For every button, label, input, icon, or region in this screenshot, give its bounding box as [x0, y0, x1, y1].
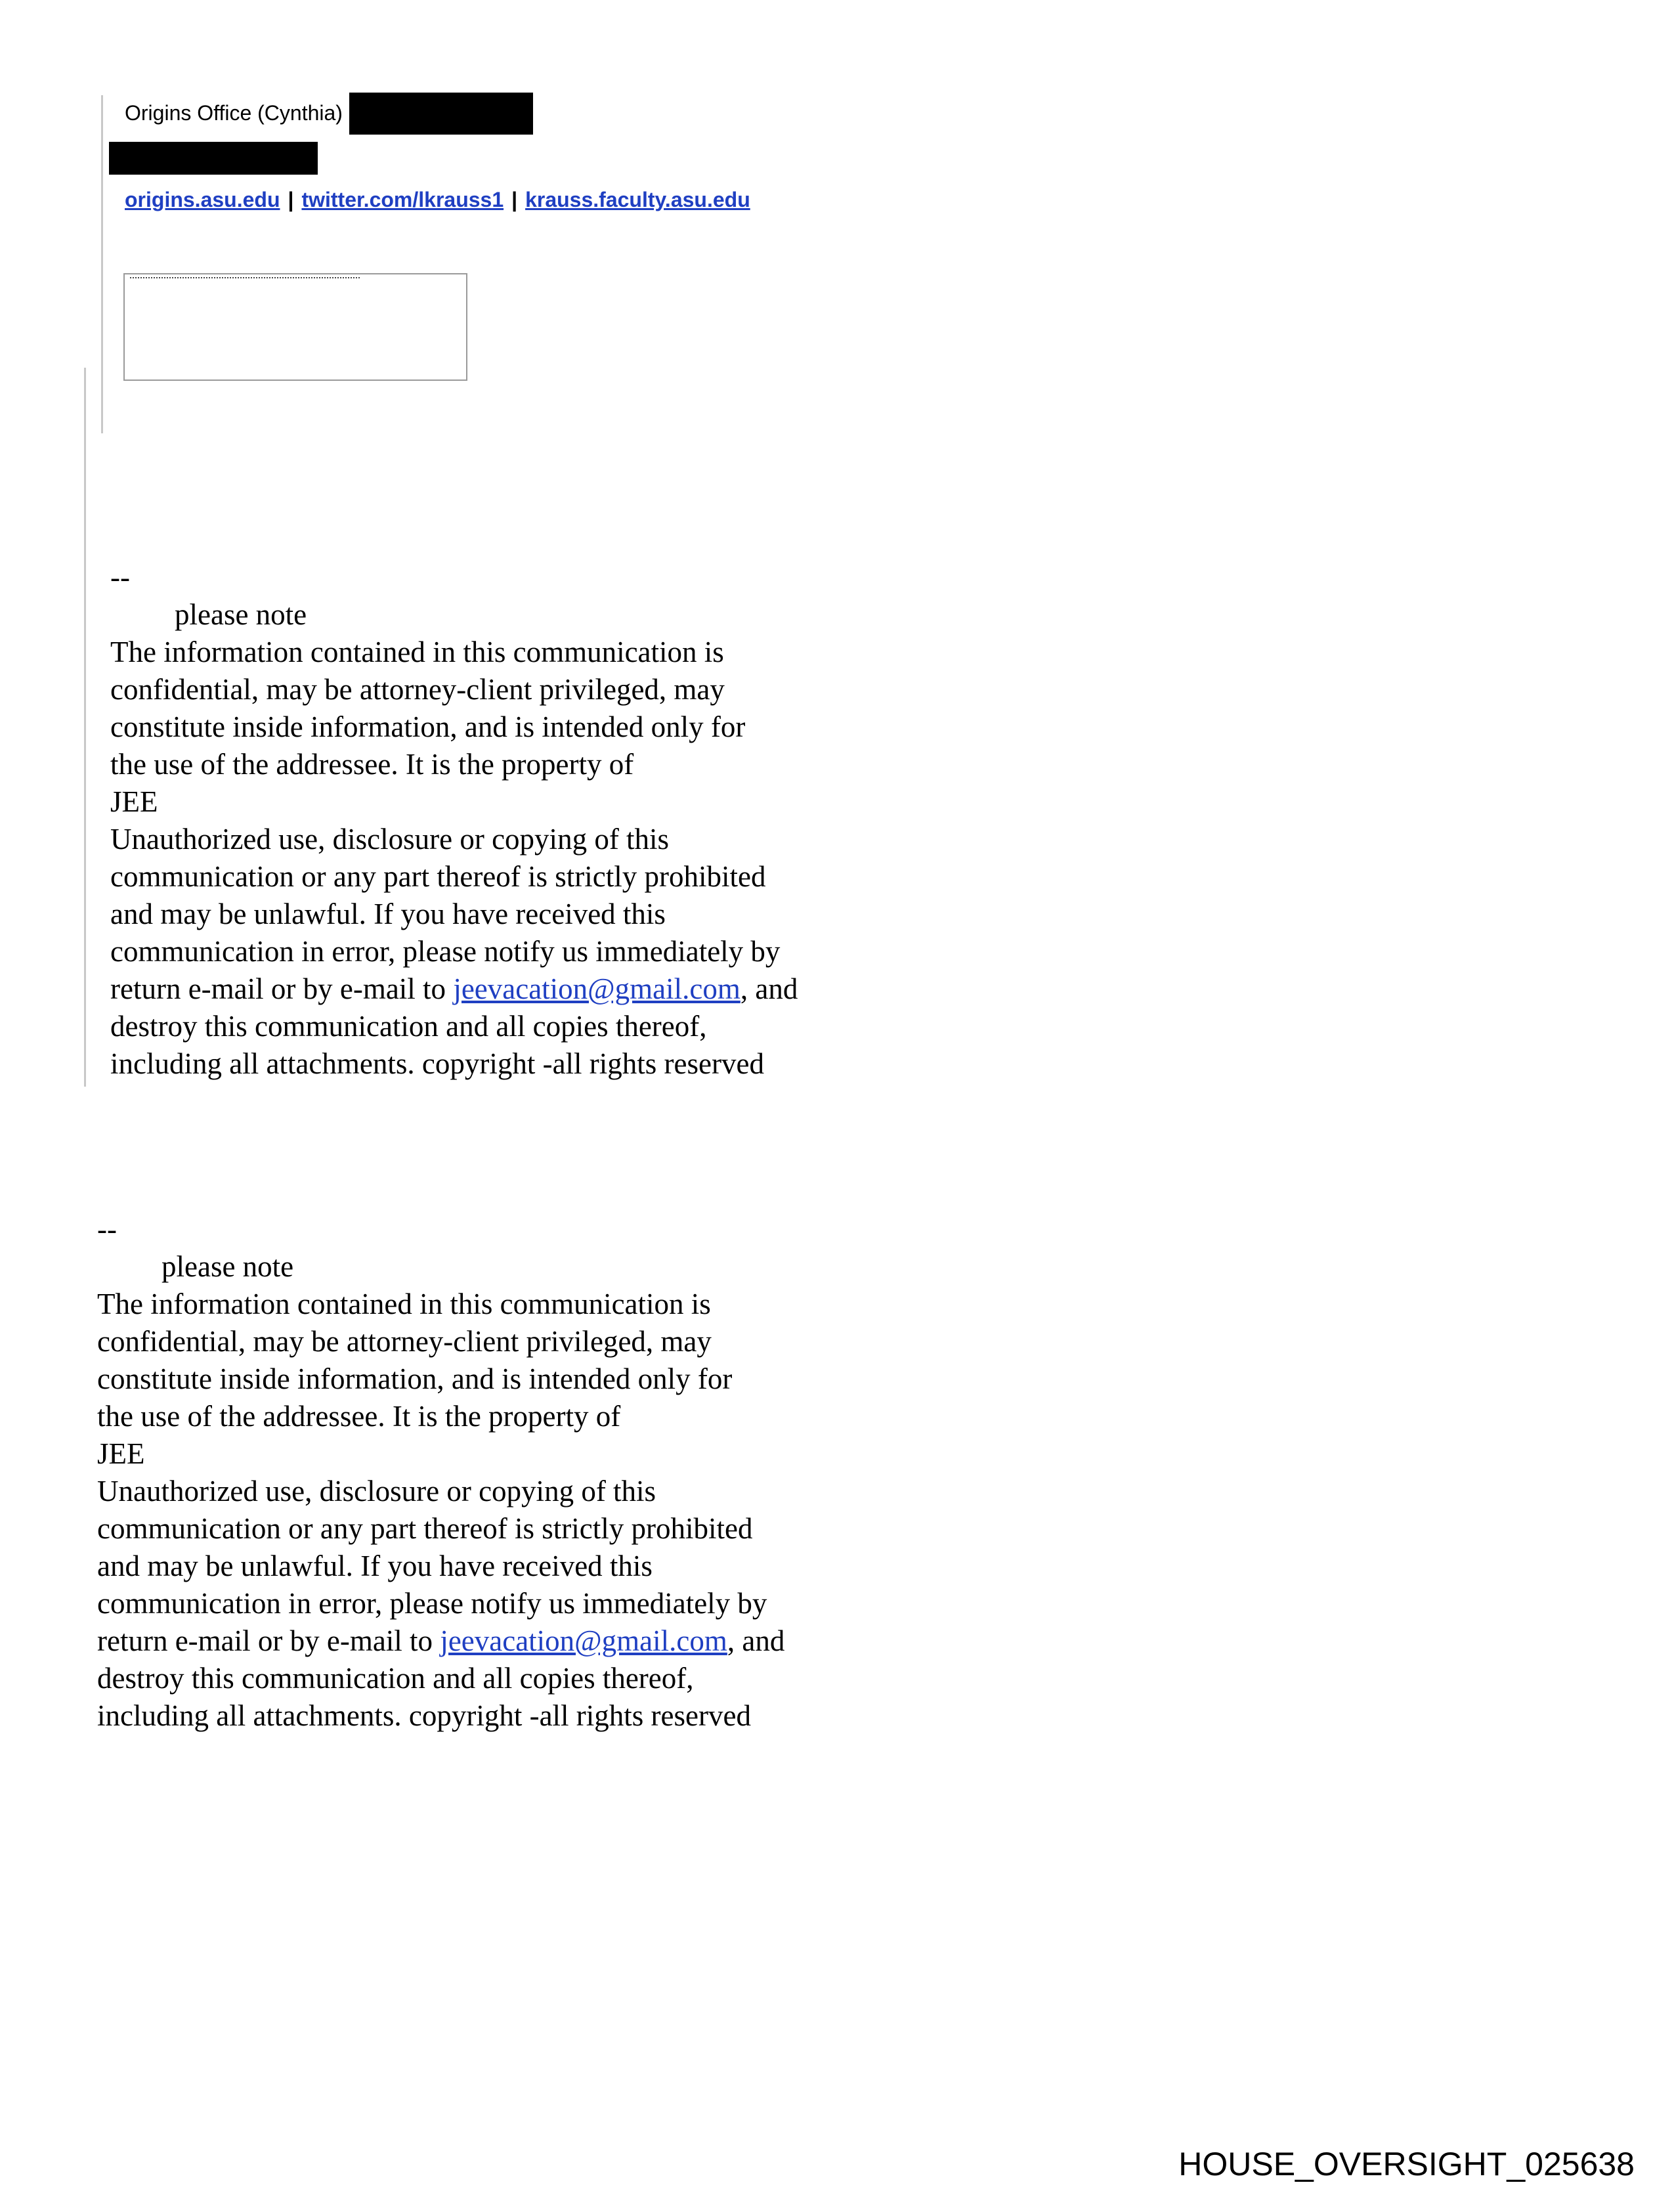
disclaimer-line: the use of the addressee. It is the property of [97, 1400, 621, 1433]
disclaimer-line: destroy this communication and all copies thereof, [97, 1662, 694, 1695]
quote-bar-outer [84, 368, 86, 1087]
redaction-block [109, 142, 318, 175]
disclaimer-line: JEE [110, 785, 158, 818]
disclaimer-block [110, 559, 798, 1083]
disclaimer-line: and may be unlawful. If you have received this [110, 898, 666, 930]
disclaimer-line: communication in error, please notify us immediately by [110, 935, 781, 968]
disclaimer-line: including all attachments. copyright -all rights reserved [97, 1699, 751, 1732]
broken-image-placeholder [123, 273, 467, 381]
quote-bar-inner [101, 95, 103, 433]
disclaimer-email-line [97, 1622, 784, 1660]
disclaimer-line: the use of the addressee. It is the property of [110, 748, 634, 781]
image-scribble [130, 277, 360, 281]
signature-dashes: -- [97, 1213, 117, 1246]
document-id: HOUSE_OVERSIGHT_025638 [1178, 2146, 1635, 2182]
email-link[interactable]: jeevacation@gmail.com [440, 1624, 727, 1657]
disclaimer-line: communication or any part thereof is strictly prohibited [97, 1512, 753, 1545]
disclaimer-line: constitute inside information, and is intended only for [97, 1362, 733, 1395]
link-origins[interactable]: origins.asu.edu [125, 188, 280, 211]
disclaimer-line: confidential, may be attorney-client privileged, may [97, 1325, 712, 1358]
please-note: please note [175, 598, 307, 631]
disclaimer-line: communication or any part thereof is strictly prohibited [110, 860, 766, 893]
link-separator: | [511, 188, 518, 211]
disclaimer-line: including all attachments. copyright -all rights reserved [110, 1047, 764, 1080]
disclaimer-email-line [110, 970, 798, 1008]
email-prefix: return e-mail or by e-mail to [97, 1624, 440, 1657]
email-link[interactable]: jeevacation@gmail.com [453, 972, 740, 1005]
signature-name: Origins Office (Cynthia) [125, 101, 343, 125]
email-suffix: , and [727, 1624, 785, 1657]
disclaimer-line: JEE [97, 1437, 145, 1470]
signature-links [125, 184, 750, 215]
disclaimer-line: The information contained in this communication is [110, 636, 724, 668]
signature-dashes: -- [110, 561, 130, 594]
disclaimer-line: Unauthorized use, disclosure or copying of this [110, 823, 670, 856]
disclaimer-line: destroy this communication and all copies thereof, [110, 1010, 707, 1043]
disclaimer-line: and may be unlawful. If you have received this [97, 1550, 653, 1582]
link-twitter[interactable]: twitter.com/lkrauss1 [301, 188, 504, 211]
disclaimer-line: constitute inside information, and is intended only for [110, 710, 746, 743]
disclaimer-line: confidential, may be attorney-client privileged, may [110, 673, 725, 706]
disclaimer-line: The information contained in this communication is [97, 1288, 711, 1320]
redaction-block [349, 93, 533, 135]
disclaimer-block [97, 1211, 784, 1735]
link-faculty[interactable]: krauss.faculty.asu.edu [525, 188, 750, 211]
email-prefix: return e-mail or by e-mail to [110, 972, 454, 1005]
disclaimer-line: Unauthorized use, disclosure or copying of this [97, 1475, 656, 1507]
link-separator: | [288, 188, 294, 211]
email-suffix: , and [740, 972, 798, 1005]
disclaimer-line: communication in error, please notify us immediately by [97, 1587, 767, 1620]
please-note: please note [161, 1250, 294, 1283]
